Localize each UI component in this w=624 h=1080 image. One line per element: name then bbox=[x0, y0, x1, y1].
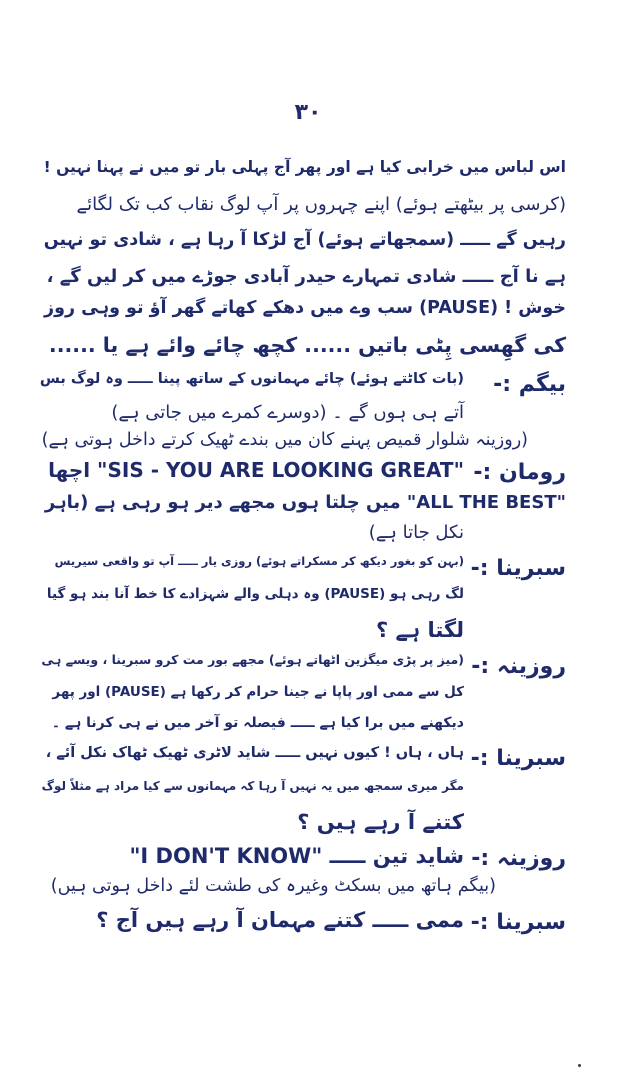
dialogue-line: "ALL THE BEST" میں چلتا ہوں مجھے دیر ہو رہی ہے (باہر bbox=[44, 492, 566, 513]
speaker-name: روزینہ :- bbox=[471, 846, 566, 871]
dialogue-text: "SIS - YOU ARE LOOKING GREAT" اچھا bbox=[48, 458, 464, 482]
dialogue-line: ممی ـــــ کتنے مہمان آ رہے ہیں آج ؟ bbox=[96, 908, 464, 932]
dialogue-line: لگتا ہے ؟ bbox=[376, 618, 464, 642]
dialogue-line: نکل جاتا ہے) bbox=[368, 522, 464, 543]
stage-direction: (روزینہ شلوار قمیص پہنے کان میں بندے ٹھیک کرتے داخل ہوتی ہے) bbox=[41, 430, 528, 450]
speaker-name: سبرینا :- bbox=[470, 746, 566, 771]
dialogue-line: مگر میری سمجھ میں یہ نہیں آ رہا کہ مہمانوں سے کیا مراد ہے مثلاً لوگ bbox=[41, 779, 464, 793]
speaker-name: سبرینا :- bbox=[470, 910, 566, 935]
stage-direction: (بیگم ہاتھ میں بسکٹ وغیرہ کی طشت لئے داخل ہوتی ہیں) bbox=[50, 876, 496, 896]
dialogue-line: (بہن کو بغور دیکھ کر مسکراتے ہوئے) روزی یار ـــــ آپ تو واقعی سیریس bbox=[54, 554, 464, 568]
dialogue-line: رہیں گے ـــــ (سمجھاتے ہوئے) آج لڑکا آ رہا ہے ، شادی تو نہیں bbox=[43, 230, 566, 250]
dialogue-line: ہے نا آج ـــــ شادی تمہارے حیدر آبادی جوڑے میں کر لیں گے ، bbox=[46, 266, 566, 287]
dialogue-line: لگ رہی ہو (PAUSE) وہ دہلی والے شہزادے کا خط آنا بند ہو گیا bbox=[46, 586, 464, 602]
ink-speck bbox=[578, 1064, 581, 1067]
speaker-name: روزینہ :- bbox=[471, 654, 566, 679]
dialogue-line: (بات کاٹتے ہوئے) چائے مہمانوں کے ساتھ پینا ـــــ وہ لوگ بس bbox=[39, 371, 464, 387]
dialogue-line: (میز پر پڑی میگزین اٹھاتے ہوئے) مجھے بور مت کرو سبرینا ، ویسے ہی bbox=[41, 652, 464, 667]
dialogue-line bbox=[48, 460, 464, 480]
speaker-name: رومان :- bbox=[473, 460, 566, 485]
dialogue-line: ہاں ، ہاں ! کیوں نہیں ـــــ شاید لاٹری ٹھیک ٹھاک نکل آئے ، bbox=[45, 745, 464, 761]
dialogue-line: دیکھنے میں برا کیا ہے ـــــ فیصلہ تو آخر میں نے ہی کرنا ہے ۔ bbox=[51, 715, 464, 731]
dialogue-line: (کرسی پر بیٹھتے ہوئے) اپنے چہروں پر آپ لوگ نقاب کب تک لگائے bbox=[76, 194, 566, 215]
dialogue-line: کی گھِسی پِٹی باتیں ...... کچھ چائے وائے ہے یا ...... bbox=[48, 333, 566, 357]
dialogue-line: خوش ! (PAUSE) سب وے میں دھکے کھاتے گھر آؤ تو وہی روز bbox=[44, 298, 566, 318]
dialogue-line: شاید تین ـــــ "I DON'T KNOW" bbox=[129, 844, 464, 868]
speaker-name: سبرینا :- bbox=[470, 556, 566, 581]
dialogue-line: کل سے ممی اور پاپا نے جینا حرام کر رکھا ہے (PAUSE) اور پھر bbox=[52, 684, 464, 700]
speaker-name: بیگم :- bbox=[493, 372, 566, 397]
dialogue-line: آتے ہی ہوں گے ۔ (دوسرے کمرے میں جاتی ہے) bbox=[111, 402, 464, 423]
page-number: ۳۰ bbox=[294, 100, 322, 125]
dialogue-line: کتنے آ رہے ہیں ؟ bbox=[297, 810, 464, 834]
dialogue-line: اس لباس میں خرابی کیا ہے اور پھر آج پہلی بار تو میں نے پہنا نہیں ! bbox=[43, 158, 566, 176]
